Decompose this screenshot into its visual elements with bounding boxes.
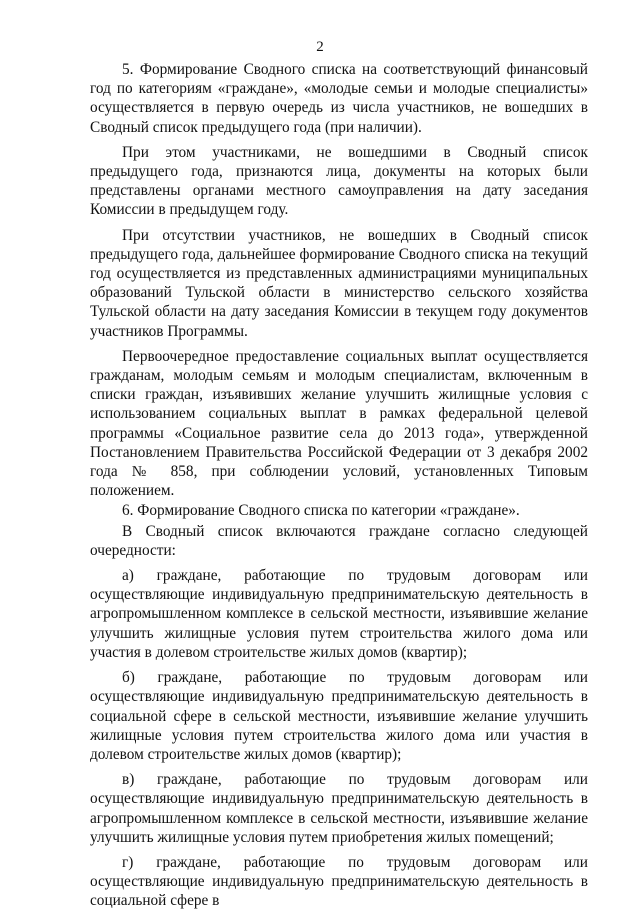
list-item-b: б) граждане, работающие по трудовым договорам или осуществляющие индивидуальную предпринимательскую деятельность в социальной сфере в сельской местности, изъявившие желание улучшить жилищные условия путем строительства жилого дома или участия в долевом строительстве жилых домов (квартир); (90, 669, 588, 763)
list-item-a: а) граждане, работающие по трудовым договорам или осуществляющие индивидуальную предпринимательскую деятельность в агропромышленном комплексе в сельской местности, изъявившие желание улучшить жилищные условия путем строительства жилого дома или участия в долевом строительстве жилых домов (квартир); (90, 567, 588, 661)
document-body (90, 60, 588, 917)
paragraph-order-intro: В Сводный список включаются граждане согласно следующей очередности: (90, 522, 588, 559)
paragraph-previous-year-participants: При этом участниками, не вошедшими в Сводный список предыдущего года, признаются лица, документы на которых были представлены органами местного самоуправления на дату заседания Комиссии в предыдущем году. (90, 143, 588, 219)
paragraph-item-5: 5. Формирование Сводного списка на соответствующий финансовый год по категориям «граждане», «молодые семьи и молодые специалисты» осуществляется в первую очередь из числа участников, не вошедших в Сводный список предыдущего года (при наличии). (90, 61, 588, 136)
paragraph-priority-payments: Первоочередное предоставление социальных выплат осуществляется гражданам, молодым семьям и молодым специалистам, включенным в списки граждан, изъявивших желание улучшить жилищные условия с использованием социальных выплат в рамках федеральной целевой программы «Социальное развитие села до 2013 года», утвержденной Постановлением Правительства Российской Федерации от 3 декабря 2002 года № 858, при соблюдении условий, установленных Типовым положением. (90, 347, 588, 500)
page-number: 2 (316, 39, 324, 55)
paragraph-item-6: 6. Формирование Сводного списка по категории «граждане». (122, 502, 520, 520)
list-item-v: в) граждане, работающие по трудовым договорам или осуществляющие индивидуальную предпринимательскую деятельность в агропромышленном комплексе в сельской местности, изъявившие желание улучшить жилищные условия путем приобретения жилых помещений; (90, 771, 588, 846)
list-item-g: г) граждане, работающие по трудовым договорам или осуществляющие индивидуальную предпринимательскую деятельность в социальной сфере в (90, 853, 588, 910)
paragraph-current-year-formation: При отсутствии участников, не вошедших в Сводный список предыдущего года, дальнейшее формирование Сводного списка на текущий год осуществляется из представленных администрациями муниципальных образований Тульской области в министерство сельского хозяйства Тульской области на дату заседания Комиссии в текущем году документов участников Программы. (90, 226, 588, 340)
